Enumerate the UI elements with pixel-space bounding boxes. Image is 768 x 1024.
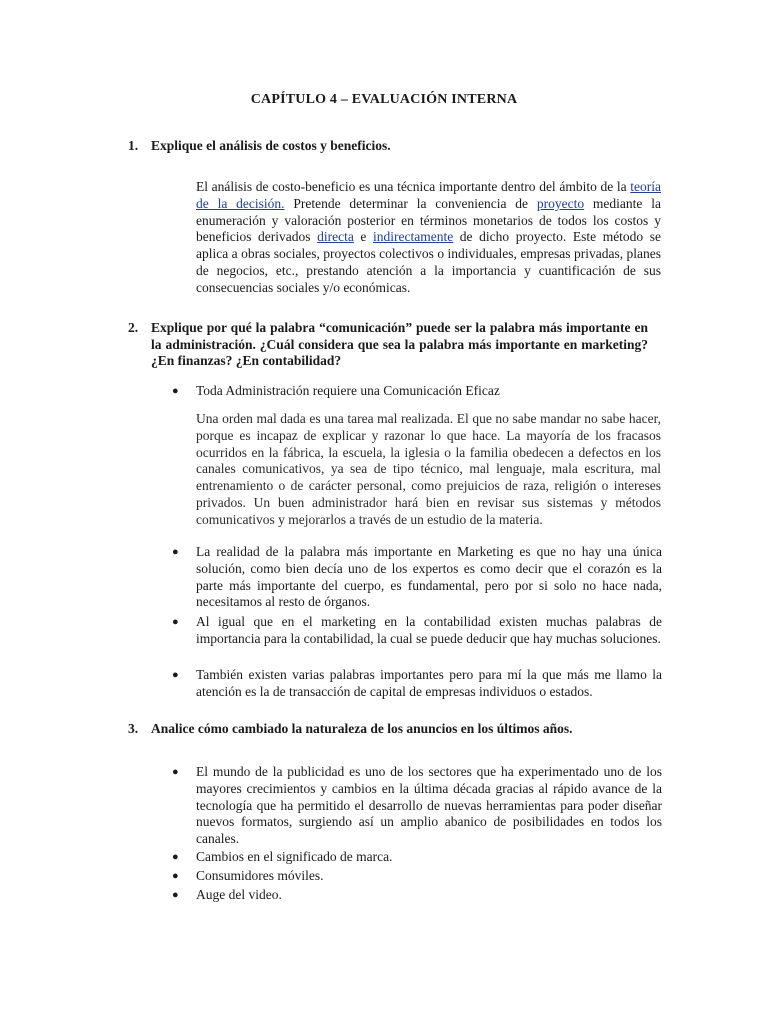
- question-1: [128, 138, 648, 155]
- list-item: [172, 667, 662, 701]
- link-teoria-decision[interactable]: teoría de la decisión.: [196, 179, 661, 211]
- list-item: [172, 383, 662, 400]
- list-item: [172, 887, 662, 904]
- bullet-icon: ●: [172, 669, 179, 681]
- answer-text: e: [353, 229, 374, 245]
- bullet-icon: ●: [172, 870, 179, 882]
- question-text: Explique por qué la palabra “comunicación” puede ser la palabra más importante en la administración. ¿Cuál considera que sea la palabra más importante en marketing? ¿En finanzas? ¿En contabilidad?: [151, 320, 648, 368]
- chapter-title: CAPÍTULO 4 – EVALUACIÓN INTERNA: [250, 92, 518, 107]
- question-text: Explique el análisis de costos y beneficios.: [151, 138, 391, 153]
- question-text: Analice cómo cambiado la naturaleza de los anuncios en los últimos años.: [151, 721, 573, 736]
- list-item-text: Al igual que en el marketing en la contabilidad existen muchas palabras de importancia para la contabilidad, la cual se puede deducir que hay muchas soluciones.: [196, 614, 662, 646]
- list-item-text: Cambios en el significado de marca.: [196, 849, 393, 864]
- bullet-icon: ●: [172, 851, 179, 863]
- question-3: [128, 721, 648, 738]
- list-item-text: El mundo de la publicidad es uno de los sectores que ha experimentado uno de los mayores crecimientos y cambios en la última década gracias al rápido avance de la tecnología que ha permitido el desarrollo de nuevas herramientas para poder diseñar nuevos formatos, surgiendo así un amplio abanico de posibilidades en todos los canales.: [196, 764, 662, 847]
- answer-text: mediante la enumeración y valoración posterior en términos monetarios de todos los costos y beneficios derivados: [196, 195, 661, 245]
- question-number: 3.: [128, 721, 139, 736]
- list-item: [172, 849, 662, 866]
- list-item: [172, 614, 662, 648]
- answer-text: de dicho proyecto. Este método se aplica a obras sociales, proyectos colectivos o individuales, empresas privadas, planes de negocios, etc., prestando atención a la importancia y cuantificación de sus consecuencias sociales y/o económicas.: [196, 229, 662, 295]
- link-proyecto[interactable]: proyecto: [536, 195, 585, 211]
- list-item-text: Consumidores móviles.: [196, 868, 324, 883]
- bullet-icon: ●: [172, 385, 179, 397]
- question-number: 1.: [128, 138, 139, 153]
- list-item: [172, 544, 662, 611]
- list-item-text: Toda Administración requiere una Comunicación Eficaz: [196, 383, 500, 398]
- bullet-icon: ●: [172, 616, 179, 628]
- bullet-icon: ●: [172, 766, 179, 778]
- answer-2-paragraph: Una orden mal dada es una tarea mal realizada. El que no sabe mandar no sabe hacer, porque es incapaz de explicar y razonar lo que hace. La mayoría de los fracasos ocurridos en la fábrica, la escuela, la iglesia o la familia obedecen a defectos en los canales comunicativos, ya sea de tipo técnico, mal lenguaje, mala escritura, mal entrenamiento o de carácter personal, como prejuicios de raza, religión o intereses privados. Un buen administrador hará bien en revisar sus sistemas y métodos comunicativos y mejorarlos a través de un estudio de la materia.: [196, 411, 661, 527]
- question-2: [128, 320, 648, 370]
- list-item: [172, 764, 662, 848]
- list-item-text: Auge del video.: [196, 887, 282, 902]
- list-item-text: También existen varias palabras importantes pero para mí la que más me llamo la atención es la de transacción de capital de empresas individuos o estados.: [196, 667, 662, 699]
- answer-1-paragraph: [196, 179, 661, 297]
- answer-text: El análisis de costo-beneficio es una técnica importante dentro del ámbito de la: [196, 179, 631, 194]
- question-number: 2.: [128, 320, 139, 335]
- link-directa[interactable]: directa: [317, 229, 354, 245]
- bullet-icon: ●: [172, 889, 179, 901]
- answer-text: Pretende determinar la conveniencia de: [284, 195, 537, 211]
- list-item-text: La realidad de la palabra más importante en Marketing es que no hay una única solución, como bien decía uno de los expertos es como decir que el corazón es la parte más importante del cuerpo, es fundamental, pero por si solo no hace nada, necesitamos al resto de órganos.: [196, 544, 662, 610]
- list-item: [172, 868, 662, 885]
- link-indirectamente[interactable]: indirectamente: [373, 229, 454, 245]
- bullet-icon: ●: [172, 546, 179, 558]
